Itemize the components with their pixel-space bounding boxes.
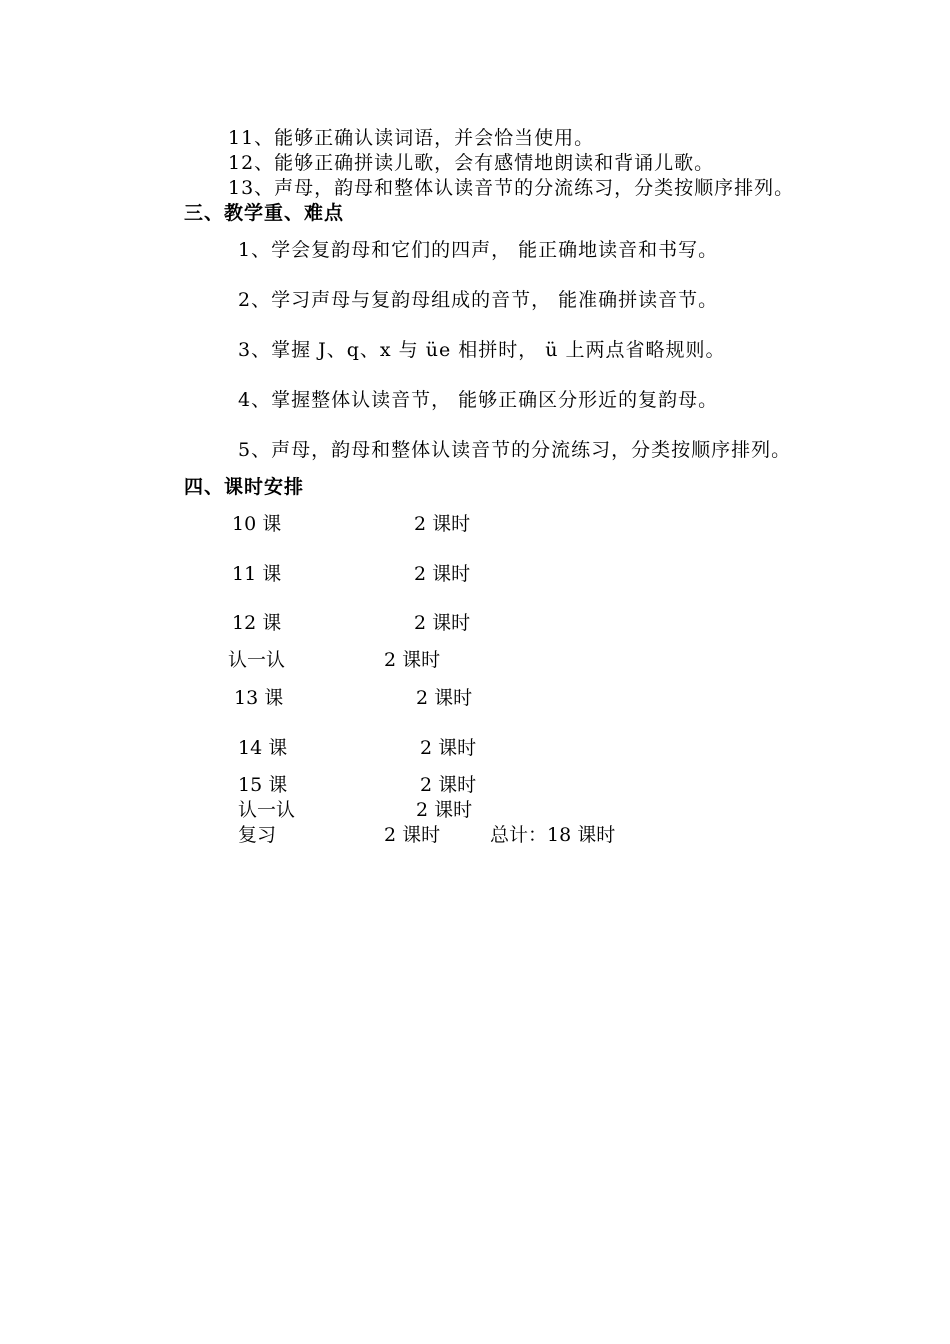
section-heading-key-points: 三、教学重、难点 xyxy=(184,202,345,224)
schedule-lesson: 11 课 xyxy=(232,563,282,585)
schedule-hours: 2 课时 xyxy=(414,612,471,634)
schedule-lesson: 认一认 xyxy=(228,649,286,671)
section-heading-schedule: 四、课时安排 xyxy=(184,476,305,498)
schedule-hours: 2 课时 xyxy=(420,774,477,796)
key-point-item: 5、声母，韵母和整体认读音节的分流练习，分类按顺序排列。 xyxy=(238,439,792,461)
schedule-lesson: 认一认 xyxy=(238,799,296,821)
objective-item: 12、能够正确拼读儿歌，会有感情地朗读和背诵儿歌。 xyxy=(228,152,715,174)
schedule-hours: 2 课时 xyxy=(384,649,441,671)
schedule-lesson: 12 课 xyxy=(232,612,282,634)
schedule-lesson: 复习 xyxy=(238,824,277,846)
objective-item: 13、声母，韵母和整体认读音节的分流练习，分类按顺序排列。 xyxy=(228,177,795,199)
schedule-hours: 2 课时 xyxy=(416,687,473,709)
objective-item: 11、能够正确认读词语，并会恰当使用。 xyxy=(228,127,595,149)
key-point-item: 2、学习声母与复韵母组成的音节， 能准确拼读音节。 xyxy=(238,289,719,311)
schedule-hours: 2 课时 xyxy=(420,737,477,759)
key-point-item: 1、学会复韵母和它们的四声， 能正确地读音和书写。 xyxy=(238,239,719,261)
schedule-total: 总计：18 课时 xyxy=(490,824,616,846)
key-point-item: 3、掌握 J、q、x 与 üe 相拼时， ü 上两点省略规则。 xyxy=(238,339,726,361)
key-point-item: 4、掌握整体认读音节， 能够正确区分形近的复韵母。 xyxy=(238,389,719,411)
schedule-lesson: 10 课 xyxy=(232,513,282,535)
schedule-lesson: 15 课 xyxy=(238,774,288,796)
schedule-hours: 2 课时 xyxy=(416,799,473,821)
schedule-hours: 2 课时 xyxy=(384,824,441,846)
schedule-lesson: 13 课 xyxy=(234,687,284,709)
schedule-hours: 2 课时 xyxy=(414,513,471,535)
schedule-lesson: 14 课 xyxy=(238,737,288,759)
schedule-hours: 2 课时 xyxy=(414,563,471,585)
